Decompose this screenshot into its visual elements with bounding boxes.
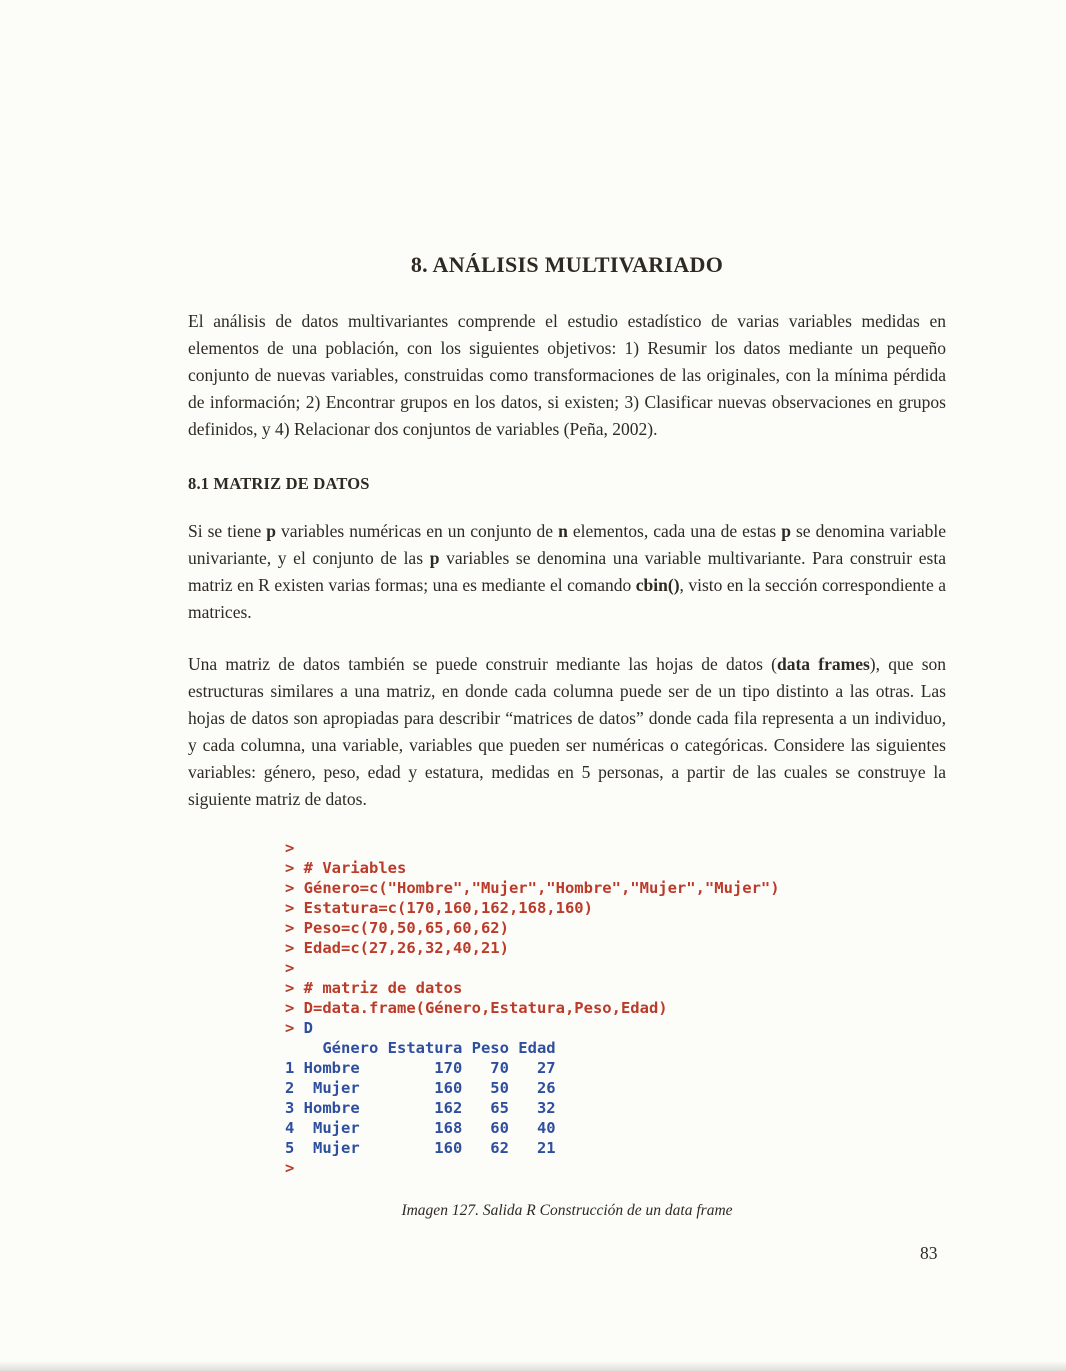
code-input-text: > # matriz de datos (285, 979, 463, 997)
text-segment: p (781, 521, 791, 541)
code-input-text: > (285, 959, 295, 977)
code-input-text: > Género=c("Hombre","Mujer","Hombre","Mujer","Mujer") (285, 879, 780, 897)
text-segment: se denomina variable univariante, y el conjunto de las (188, 521, 946, 568)
text-segment: variables se denomina una variable multivariante. Para construir esta matriz en R existen varias formas; una es mediante el comando (188, 548, 946, 595)
text-segment: p (429, 548, 440, 568)
code-input-text: > # Variables (285, 859, 407, 877)
code-line (285, 1118, 946, 1138)
code-line (285, 978, 946, 998)
code-line (285, 1018, 946, 1038)
code-output-text: 1 Hombre 170 70 27 (285, 1059, 556, 1077)
code-line (285, 1158, 946, 1178)
chapter-title: 8. ANÁLISIS MULTIVARIADO (410, 252, 724, 277)
r-console-listing (285, 838, 946, 1178)
text-segment: p (266, 521, 277, 541)
text-segment: elementos, cada una de estas (567, 521, 782, 541)
text-segment: data frames (776, 654, 870, 674)
intro-paragraph: El análisis de datos multivariantes comprende el estudio estadístico de varias variables medidas en elementos de una población, con los siguientes objetivos: 1) Resumir los datos mediante un pequeño conjunto de nuevas variables, construidas como transformaciones de las originales, con la mínima pérdida de información; 2) Encontrar grupos en los datos, si existen; 3) Clasificar nuevas observaciones en grupos definidos, y 4) Relacionar dos conjuntos de variables (Peña, 2002). (188, 311, 946, 439)
code-input-text: > (285, 839, 295, 857)
code-input-text: > Estatura=c(170,160,162,168,160) (285, 899, 593, 917)
code-line (285, 1098, 946, 1118)
code-output-text: 5 Mujer 160 62 21 (285, 1139, 556, 1157)
code-line (285, 958, 946, 978)
text-segment: cbin() (635, 575, 680, 595)
code-output-text: 2 Mujer 160 50 26 (285, 1079, 556, 1097)
code-line (285, 898, 946, 918)
code-line (285, 1138, 946, 1158)
section-heading: 8.1 MATRIZ DE DATOS (188, 474, 370, 493)
code-input-text: > Edad=c(27,26,32,40,21) (285, 939, 509, 957)
code-line (285, 858, 946, 878)
text-segment: variables numéricas en un conjunto de (276, 521, 559, 541)
code-input-text: > D=data.frame(Género,Estatura,Peso,Edad) (285, 999, 668, 1017)
code-output-text: D (303, 1019, 314, 1037)
code-line (285, 1058, 946, 1078)
text-segment: , visto en la sección correspondiente a matrices. (188, 575, 946, 622)
figure-caption: Imagen 127. Salida R Construcción de un data frame (401, 1202, 733, 1219)
matriz-paragraph (188, 518, 946, 626)
code-line (285, 878, 946, 898)
text-segment: ), que son estructuras similares a una matriz, en donde cada columna puede ser de un tipo distinto a las otras. Las hojas de datos son apropiadas para describir “matrices de datos” donde cada fila representa a un individuo, y cada columna, una variable, variables que pueden ser numéricas o categóricas. Considere las siguientes variables: género, peso, edad y estatura, medidas en 5 personas, a partir de las cuales se construye la siguiente matriz de datos. (188, 654, 947, 809)
code-line (285, 838, 946, 858)
text-segment: Si se tiene (188, 521, 267, 541)
text-segment: n (558, 521, 568, 541)
code-input-text: > Peso=c(70,50,65,60,62) (285, 919, 509, 937)
code-line (285, 938, 946, 958)
code-output-text: 3 Hombre 162 65 32 (285, 1099, 556, 1117)
page-number: 83 (920, 1243, 938, 1263)
code-line (285, 998, 946, 1018)
text-segment: Una matriz de datos también se puede construir mediante las hojas de datos ( (188, 654, 777, 674)
code-input-text: > (285, 1019, 304, 1037)
dataframes-paragraph (188, 651, 946, 813)
code-line (285, 1078, 946, 1098)
code-line (285, 918, 946, 938)
code-output-text: 4 Mujer 168 60 40 (285, 1119, 556, 1137)
code-line (285, 1038, 946, 1058)
code-output-text: Género Estatura Peso Edad (285, 1039, 556, 1057)
scan-edge (0, 1362, 1066, 1371)
code-input-text: > (285, 1159, 295, 1177)
page-content (188, 252, 946, 1220)
